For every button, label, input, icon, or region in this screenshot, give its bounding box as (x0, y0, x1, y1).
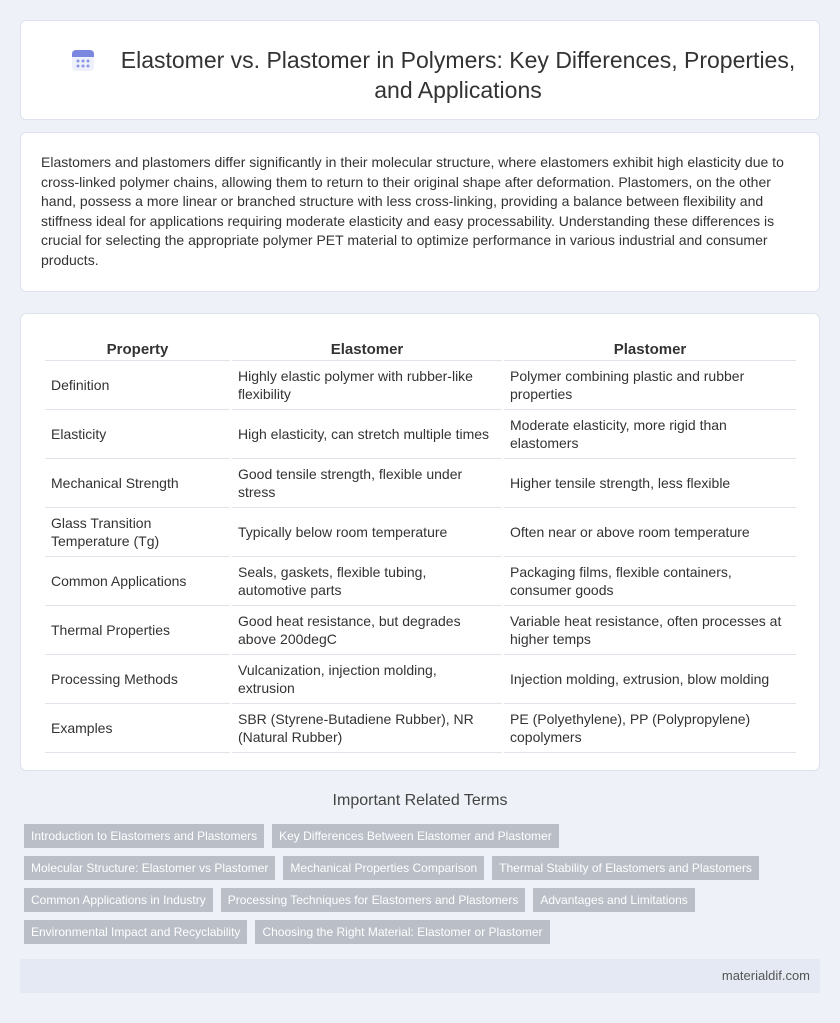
related-term-tag[interactable]: Mechanical Properties Comparison (283, 856, 484, 880)
elastomer-cell: High elasticity, can stretch multiple times (232, 410, 502, 459)
related-term-tag[interactable]: Key Differences Between Elastomer and Plastomer (272, 824, 559, 848)
table-row (45, 508, 796, 557)
related-term-tag[interactable]: Processing Techniques for Elastomers and Plastomers (221, 888, 526, 912)
table-row (45, 410, 796, 459)
related-terms-row (24, 888, 804, 912)
plastomer-cell: Polymer combining plastic and rubber properties (504, 361, 796, 410)
table-body (45, 361, 796, 753)
intro-paragraph: Elastomers and plastomers differ significantly in their molecular structure, where elastomers exhibit high elasticity due to cross-linked polymer chains, allowing them to return to their original shape after deformation. Plastomers, on the other hand, possess a more linear or branched structure with less cross-linking, providing a balance between flexibility and stiffness ideal for applications requiring moderate elasticity and easy processability. Understanding these differences is crucial for selecting the appropriate polymer PET material to optimize performance in various industrial and consumer products. (41, 154, 784, 268)
related-term-tag[interactable]: Introduction to Elastomers and Plastomers (24, 824, 264, 848)
table-row (45, 557, 796, 606)
property-cell: Definition (45, 361, 230, 410)
plastomer-cell: Packaging films, flexible containers, consumer goods (504, 557, 796, 606)
plastomer-cell: Higher tensile strength, less flexible (504, 459, 796, 508)
page-title: Elastomer vs. Plastomer in Polymers: Key Differences, Properties, and Applications (120, 47, 796, 103)
elastomer-cell: SBR (Styrene-Butadiene Rubber), NR (Natural Rubber) (232, 704, 502, 753)
property-cell: Examples (45, 704, 230, 753)
title-card (20, 20, 820, 120)
comparison-table-card (20, 313, 820, 771)
plastomer-cell: Moderate elasticity, more rigid than elastomers (504, 410, 796, 459)
intro-card (20, 132, 820, 292)
footer-site[interactable]: materialdif.com (721, 968, 810, 983)
plastomer-cell: Often near or above room temperature (504, 508, 796, 557)
related-terms-row (24, 920, 804, 944)
related-term-tag[interactable]: Thermal Stability of Elastomers and Plastomers (492, 856, 759, 880)
table-row (45, 361, 796, 410)
plastomer-cell: Variable heat resistance, often processes at higher temps (504, 606, 796, 655)
property-cell: Processing Methods (45, 655, 230, 704)
property-cell: Glass Transition Temperature (Tg) (45, 508, 230, 557)
table-row (45, 655, 796, 704)
related-terms-row (24, 824, 804, 848)
elastomer-cell: Vulcanization, injection molding, extrusion (232, 655, 502, 704)
footer (20, 959, 820, 993)
property-cell: Mechanical Strength (45, 459, 230, 508)
property-cell: Elasticity (45, 410, 230, 459)
property-cell: Common Applications (45, 557, 230, 606)
elastomer-cell: Typically below room temperature (232, 508, 502, 557)
plastomer-cell: PE (Polyethylene), PP (Polypropylene) copolymers (504, 704, 796, 753)
comparison-table (43, 334, 798, 753)
related-term-tag[interactable]: Molecular Structure: Elastomer vs Plastomer (24, 856, 275, 880)
table-header-row (45, 334, 796, 361)
plastomer-cell: Injection molding, extrusion, blow molding (504, 655, 796, 704)
property-cell: Thermal Properties (45, 606, 230, 655)
elastomer-cell: Seals, gaskets, flexible tubing, automotive parts (232, 557, 502, 606)
related-term-tag[interactable]: Environmental Impact and Recyclability (24, 920, 247, 944)
related-term-tag[interactable]: Choosing the Right Material: Elastomer or Plastomer (255, 920, 549, 944)
table-row (45, 459, 796, 508)
table-row (45, 704, 796, 753)
header-property: Property (45, 334, 230, 361)
header-plastomer: Plastomer (504, 334, 796, 361)
elastomer-cell: Good tensile strength, flexible under stress (232, 459, 502, 508)
related-terms-list (24, 824, 804, 952)
calendar-grid-icon (71, 48, 95, 72)
elastomer-cell: Highly elastic polymer with rubber-like flexibility (232, 361, 502, 410)
elastomer-cell: Good heat resistance, but degrades above 200degC (232, 606, 502, 655)
header-elastomer: Elastomer (232, 334, 502, 361)
related-term-tag[interactable]: Advantages and Limitations (533, 888, 694, 912)
related-terms-title: Important Related Terms (332, 792, 508, 809)
table-row (45, 606, 796, 655)
related-term-tag[interactable]: Common Applications in Industry (24, 888, 213, 912)
related-terms-row (24, 856, 804, 880)
